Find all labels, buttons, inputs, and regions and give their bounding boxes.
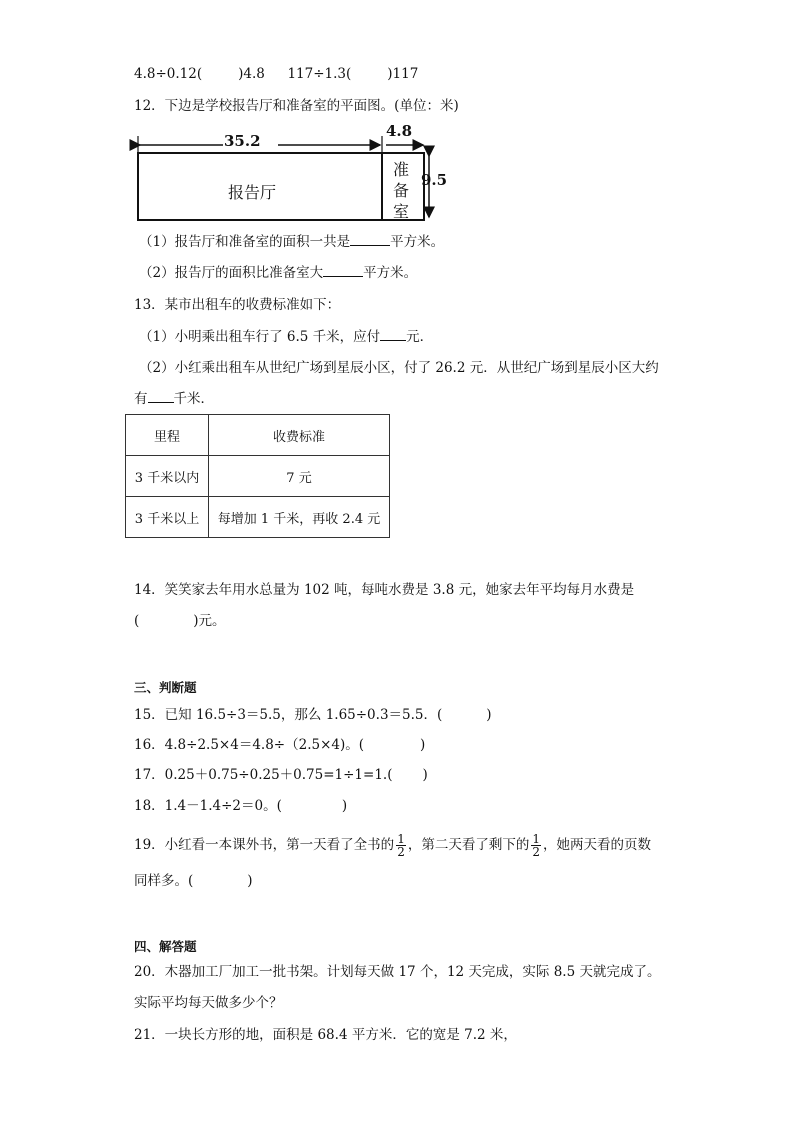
table-cell: 7 元 [209,456,390,497]
q12-sub1-text: （1）报告厅和准备室的面积一共是 [139,234,351,250]
q13-sub2-line1: （2）小红乘出租车从世纪广场到星辰小区，付了 26.2 元．从世纪广场到星辰小区大约 [139,360,659,376]
q19-line2 [134,871,253,891]
fraction-numerator: 1 [397,832,405,846]
table-cell: 3 千米以内 [126,456,209,497]
prep-label-char-1: 准 [393,160,410,179]
hall-label: 报告厅 [228,183,277,202]
q14-line2 [134,611,226,631]
q11-b-right: )117 [387,66,419,82]
close-paren: ) [341,798,348,814]
q11-b-left: 117÷1.3( [287,66,352,82]
answer-blank[interactable] [350,232,390,246]
q14-open-paren: ( [134,613,140,629]
q11-comparison-line [134,64,418,84]
prep-label-char-3: 室 [393,202,410,221]
q18-text: 18．1.4－1.4÷2＝0。( [134,798,282,814]
section-title-solve: 四、解答题 [134,939,197,954]
close-paren: ) [422,767,428,783]
q19-text-2: ，第二天看了剩下的 [407,837,530,853]
q15 [134,705,492,725]
fraction-denominator: 2 [397,845,405,859]
q14-line1: 14．笑笑家去年用水总量为 102 吨，每吨水费是 3.8 元，她家去年平均每月水费是 [134,582,635,598]
table-cell: 3 千米以上 [126,497,209,538]
q19-text-1: 19．小红看一本课外书，第一天看了全书的 [134,837,395,853]
answer-blank[interactable] [323,263,363,277]
q18 [134,796,347,816]
fraction-one-half [396,833,406,858]
q14-close-paren: )元。 [193,613,226,629]
q17-text: 17．0.25＋0.75÷0.25＋0.75=1÷1=1.( [134,767,393,783]
q13-sub2-line2 [134,389,214,409]
q19-line1 [134,833,651,858]
q12-stem: 12．下边是学校报告厅和准备室的平面图。(单位：米) [134,98,459,114]
close-paren: ) [486,707,492,723]
dimension-4-8: 4.8 [386,122,413,140]
q12-sub1 [139,232,444,252]
q20-line2: 实际平均每天做多少个？ [134,995,283,1011]
q21-line1: 21．一块长方形的地，面积是 68.4 平方米．它的宽是 7.2 米， [134,1027,517,1043]
q15-text: 15．已知 16.5÷3＝5.5，那么 1.65÷0.3＝5.5．( [134,707,443,723]
q11-a-right: )4.8 [238,66,265,82]
section-title-judgement: 三、判断题 [134,680,197,695]
q12-sub1-unit: 平方米。 [390,234,445,250]
answer-blank[interactable] [148,389,174,403]
q16-text: 16．4.8÷2.5×4＝4.8÷（2.5×4)。( [134,737,365,753]
table-header-cell: 收费标准 [209,415,390,456]
q13-sub1 [139,327,433,347]
dimension-35-2: 35.2 [224,132,261,150]
q13-stem: 13．某市出租车的收费标准如下： [134,297,341,313]
table-header-cell: 里程 [126,415,209,456]
table-header-row [126,415,390,456]
q13-sub2-unit: 千米． [173,391,214,407]
close-paren: ) [420,737,426,753]
q19-text-4: 同样多。( [134,873,194,889]
fraction-numerator: 1 [532,832,540,846]
q17 [134,765,428,785]
q13-sub2-text: 有 [134,391,148,407]
q11-a-left: 4.8÷0.12( [134,66,203,82]
q12-sub2 [139,263,417,283]
close-paren: ) [247,873,253,889]
q19-text-3: ，她两天看的页数 [542,837,651,853]
answer-blank[interactable] [380,327,406,341]
prep-label-char-2: 备 [393,181,410,200]
table-row [126,456,390,497]
table-row [126,497,390,538]
q12-sub2-unit: 平方米。 [363,265,418,281]
fraction-one-half [531,833,541,858]
dimension-9-5: 9.5 [421,171,448,189]
floor-plan-diagram [128,120,448,224]
q12-sub2-text: （2）报告厅的面积比准备室大 [139,265,324,281]
q13-sub1-text: （1）小明乘出租车行了 6.5 千米，应付 [139,329,381,345]
q13-sub1-unit: 元． [406,329,434,345]
q16 [134,735,425,755]
fare-table [125,414,390,538]
fraction-denominator: 2 [532,845,540,859]
q20-line1: 20．木器加工厂加工一批书架。计划每天做 17 个，12 天完成，实际 8.5 天就完成了。 [134,964,661,980]
table-cell: 每增加 1 千米，再收 2.4 元 [209,497,390,538]
